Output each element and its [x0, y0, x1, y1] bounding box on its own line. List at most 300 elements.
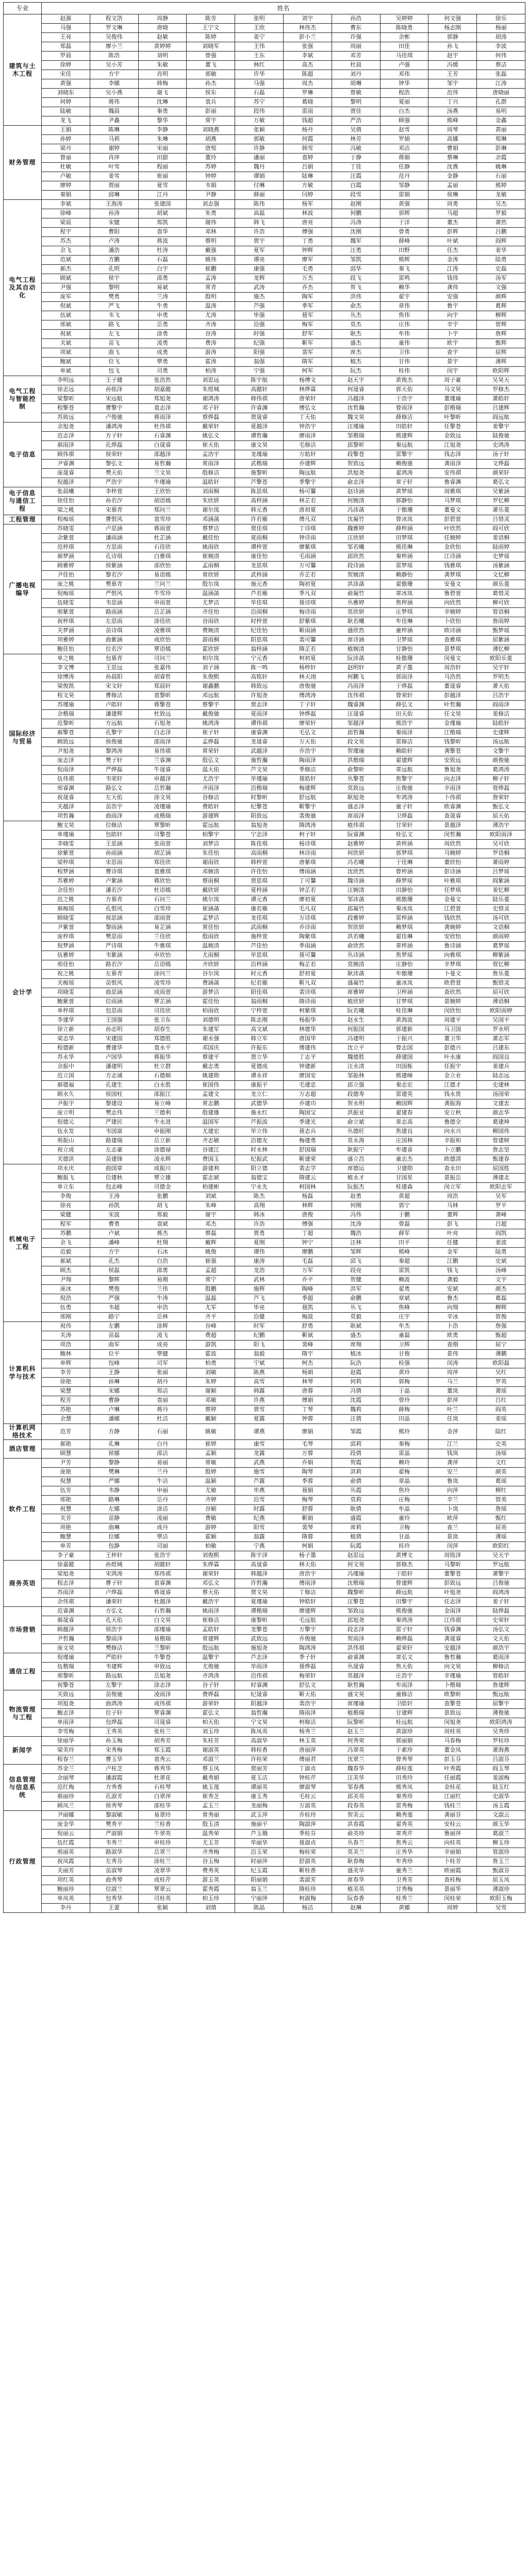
name-cell: 纪强 [235, 339, 284, 348]
name-cell: 林伟杰 [283, 24, 332, 33]
name-cell: 左鹏 [90, 1322, 138, 1331]
name-cell: 倪丽云 [42, 1829, 90, 1839]
name-cell: 王思远 [90, 664, 138, 673]
name-cell: 焦玲 [380, 1486, 428, 1496]
name-cell: 卢紫涵 [90, 877, 138, 886]
name-cell: 颜杰 [477, 1285, 525, 1294]
table-row [4, 1635, 525, 1644]
name-cell: 许佳怡 [235, 868, 284, 877]
name-cell: 舒远航 [283, 793, 332, 803]
name-cell: 刘倩 [187, 1904, 235, 1913]
name-cell: 王思涵 [90, 840, 138, 849]
name-cell: 廖鹏 [283, 1248, 332, 1257]
name-cell: 桂强 [380, 1359, 428, 1368]
name-cell: 邵桂华 [138, 1802, 187, 1811]
name-cell: 叶斌 [428, 237, 477, 246]
name-cell: 卢思涵 [90, 524, 138, 534]
name-cell: 吕俊驰 [477, 1579, 525, 1588]
name-cell: 宋秀梅 [90, 1746, 138, 1755]
name-cell: 贾丽 [90, 181, 138, 191]
name-cell: 葛建坤 [477, 1118, 525, 1127]
name-cell: 叶哲瀚 [428, 701, 477, 710]
name-cell: 顾雅婷 [42, 562, 90, 571]
name-cell: 曾玲 [380, 1396, 428, 1405]
name-cell: 景梦琪 [428, 645, 477, 654]
name-cell: 关斌 [42, 339, 90, 348]
name-cell: 费婉清 [187, 626, 235, 636]
table-header [4, 3, 525, 14]
name-cell: 韩梓萱 [235, 858, 284, 868]
name-cell: 黄超 [380, 1192, 428, 1201]
name-cell: 苗飞 [90, 339, 138, 348]
name-cell: 霍弘文 [187, 1709, 235, 1718]
name-cell: 侯紫涵 [90, 562, 138, 571]
name-cell: 谷修洁 [187, 793, 235, 803]
name-cell: 任梦琪 [428, 886, 477, 895]
name-cell: 苏金兰 [42, 1765, 90, 1774]
table-row [4, 1820, 525, 1829]
name-cell: 卢涛 [90, 237, 138, 246]
name-cell: 尤雨桐 [187, 951, 235, 960]
name-cell: 莫致远 [332, 784, 380, 793]
name-cell: 樊俊 [90, 1285, 138, 1294]
name-cell: 黎弘文 [90, 460, 138, 469]
name-cell: 甘伟 [380, 358, 428, 367]
name-cell: 孙杰 [187, 79, 235, 89]
name-cell: 易语嫣 [138, 571, 187, 580]
name-cell: 姜擎宇 [477, 422, 525, 432]
name-cell: 罗永明 [477, 1025, 525, 1035]
name-cell: 任静 [380, 163, 428, 172]
name-cell: 贺永明 [332, 1099, 380, 1109]
name-cell: 武梓涵 [235, 571, 284, 580]
name-cell: 耿旭尧 [332, 793, 380, 803]
name-cell: 李明远 [42, 376, 90, 385]
name-cell: 梁梓琪 [42, 858, 90, 868]
name-cell: 罗修杰 [477, 385, 525, 395]
name-cell: 姚雨泽 [187, 1607, 235, 1616]
name-cell: 季桂芬 [283, 1829, 332, 1839]
name-cell: 程芳 [42, 1396, 90, 1405]
name-cell: 方宇 [90, 70, 138, 79]
name-cell: 管忆柳 [477, 960, 525, 970]
name-cell: 庞晟睿 [42, 469, 90, 478]
name-cell: 左慕青 [90, 970, 138, 979]
name-cell: 舒初夏 [283, 970, 332, 979]
name-cell: 袁兵 [187, 98, 235, 107]
name-cell: 隋桂珍 [283, 1885, 332, 1894]
name-cell: 甘建辉 [380, 1709, 428, 1718]
name-cell: 曾强 [187, 52, 235, 61]
name-cell: 游荣轩 [187, 1700, 235, 1709]
name-cell: 薛峰 [380, 237, 428, 246]
name-cell: 常秀丽 [187, 1811, 235, 1820]
name-cell: 席春华 [332, 1876, 380, 1885]
name-cell: 梅荣轩 [283, 1672, 332, 1681]
name-cell: 鲁碧萱 [428, 589, 477, 599]
name-cell: 邹静 [380, 181, 428, 191]
name-cell: 霍秀霞 [187, 1885, 235, 1894]
name-cell: 阳立德 [235, 1164, 284, 1174]
name-cell: 侯宇 [90, 274, 138, 283]
name-cell: 钱欣然 [428, 914, 477, 923]
name-cell: 段雅婷 [332, 914, 380, 923]
name-cell: 戴强 [187, 246, 235, 256]
name-cell: 黄玲 [380, 1368, 428, 1378]
name-cell: 邹辉 [332, 1248, 380, 1257]
name-cell: 方弘文 [90, 1607, 138, 1616]
name-cell: 沈燕 [428, 163, 477, 172]
name-cell: 孔建生 [90, 1081, 138, 1090]
name-cell: 项红英 [42, 1876, 90, 1885]
name-cell: 施黎昕 [235, 469, 284, 478]
name-cell: 江诗涵 [428, 552, 477, 562]
name-cell: 范立国 [42, 1072, 90, 1081]
name-cell: 严浩 [332, 116, 380, 126]
table-row [4, 766, 525, 775]
name-cell: 植欣妍 [332, 997, 380, 1007]
name-cell: 郝杰 [42, 265, 90, 274]
name-cell: 陈志刚 [235, 1016, 284, 1025]
name-cell: 姜淑梅 [477, 1774, 525, 1783]
name-cell: 尹睿渊 [42, 460, 90, 469]
name-cell: 霍波 [187, 1350, 235, 1359]
name-cell: 梅建勇 [283, 1137, 332, 1146]
name-cell: 段倩 [332, 1449, 380, 1459]
name-cell: 黎鸿涛 [90, 747, 138, 756]
name-cell: 黄梦瑶 [380, 487, 428, 497]
name-cell: 段文昊 [332, 738, 380, 747]
name-cell: 颜志华 [477, 1109, 525, 1118]
name-cell: 尹哲瀚 [42, 1635, 90, 1644]
name-cell: 常青 [187, 283, 235, 293]
name-cell: 李波 [477, 42, 525, 52]
name-cell: 谭亮 [235, 256, 284, 265]
name-cell: 郭梅 [380, 1378, 428, 1387]
name-cell: 辛丽娟 [428, 1848, 477, 1857]
name-cell: 沈楷瑞 [332, 1579, 380, 1588]
name-cell: 毕强 [235, 311, 284, 320]
name-cell: 倪瑾瑜 [42, 1653, 90, 1663]
name-cell: 管建树 [477, 1137, 525, 1146]
name-cell: 沈凝竹 [332, 515, 380, 524]
name-cell: 庞文昊 [42, 1644, 90, 1653]
name-cell: 萧皓轩 [477, 395, 525, 404]
name-cell: 徐艳 [42, 1378, 90, 1387]
name-cell: 纪若雁 [235, 979, 284, 988]
name-cell: 余佳怡 [42, 886, 90, 895]
table-row [4, 747, 525, 756]
name-cell: 翟宇 [380, 293, 428, 302]
name-cell: 贾佳琪 [235, 524, 284, 534]
table-row [4, 1257, 525, 1266]
table-row [4, 673, 525, 682]
name-cell: 殷修洁 [187, 469, 235, 478]
name-cell: 刘宇 [283, 14, 332, 24]
name-cell: 谷子轩 [187, 1681, 235, 1690]
name-cell: 吕浩宇 [477, 691, 525, 701]
name-cell: 薄浩宇 [477, 821, 525, 831]
name-cell: 谭伟祺 [235, 719, 284, 728]
name-cell: 桂伟 [380, 367, 428, 376]
name-cell: 俞杰 [332, 302, 380, 311]
name-cell: 祝晟睿 [42, 793, 90, 803]
name-cell: 汤弘文 [477, 1625, 525, 1635]
table-row [4, 877, 525, 886]
name-cell: 赖俊驰 [380, 460, 428, 469]
name-cell: 郝德福 [42, 1081, 90, 1090]
name-cell: 赖波 [380, 1276, 428, 1285]
name-cell: 邢睿渊 [42, 784, 90, 793]
name-cell: 黎雨泽 [90, 1635, 138, 1644]
name-cell: 向文昊 [428, 1663, 477, 1672]
name-cell: 贾志泽 [235, 701, 284, 710]
table-row [4, 330, 525, 339]
name-cell: 田野 [380, 246, 428, 256]
name-cell: 郝痴瑶 [42, 905, 90, 914]
name-cell: 郭敏 [187, 70, 235, 79]
name-cell: 管烨磊 [477, 784, 525, 793]
name-cell: 郭辉 [380, 209, 428, 218]
name-cell: 秦志宏 [380, 1081, 428, 1090]
name-cell: 冯瑾瑜 [332, 1570, 380, 1579]
name-cell: 宋远航 [90, 395, 138, 404]
name-cell: 翁德宝 [235, 1174, 284, 1183]
name-cell: 杨梓轩 [283, 664, 332, 673]
name-cell: 陈佳琪 [235, 840, 284, 849]
table-row [4, 1737, 525, 1746]
name-cell: 彭越泽 [428, 691, 477, 701]
name-cell: 姜子轩 [477, 1598, 525, 1607]
name-cell: 雷雨 [283, 107, 332, 116]
table-row [4, 506, 525, 515]
name-cell: 苏晓雯 [42, 524, 90, 534]
name-cell: 安斌 [428, 1285, 477, 1294]
name-cell: 靳凡双 [283, 979, 332, 988]
name-cell: 阎凯 [477, 1229, 525, 1239]
name-cell: 马浩然 [428, 673, 477, 682]
name-cell: 夏丽 [380, 98, 428, 107]
name-cell: 黎静 [90, 1459, 138, 1468]
name-cell: 牟杰 [380, 1322, 428, 1331]
name-cell: 倪越泽 [42, 478, 90, 487]
name-cell: 靳桂香 [283, 1867, 332, 1876]
name-cell: 位淑兰 [90, 1885, 138, 1894]
name-cell: 倪痴瑶 [42, 589, 90, 599]
name-cell: 钟建新 [283, 1062, 332, 1072]
name-cell: 苗恨风 [90, 979, 138, 988]
table-row [4, 1885, 525, 1894]
name-cell: 洪伟 [332, 293, 380, 302]
table-row [4, 1072, 525, 1081]
name-cell: 司德金 [138, 1183, 187, 1192]
name-cell: 龚婉婷 [428, 923, 477, 933]
name-cell: 苏艳 [42, 1405, 90, 1415]
name-cell: 侯琳 [428, 191, 477, 200]
name-cell: 单雨泽 [42, 1718, 90, 1727]
name-cell: 周婷 [428, 1904, 477, 1913]
name-cell: 徐丽华 [42, 1737, 90, 1746]
name-cell: 许浩 [235, 228, 284, 237]
name-cell: 何文强 [428, 14, 477, 24]
name-cell: 齐鸿涛 [187, 1672, 235, 1681]
name-cell: 薛梦瑶 [380, 877, 428, 886]
table-row [4, 1579, 525, 1588]
name-cell: 文语桐 [477, 923, 525, 933]
name-cell: 位飞 [90, 358, 138, 367]
name-cell: 何振国 [332, 1025, 380, 1035]
name-cell: 庞立明 [42, 1109, 90, 1118]
table-row [4, 1857, 525, 1867]
name-cell: 孟建文 [187, 1090, 235, 1099]
name-cell: 翟建辉 [380, 756, 428, 766]
name-cell: 雷修洁 [380, 738, 428, 747]
table-row [4, 1303, 525, 1313]
name-cell: 江碧萱 [428, 905, 477, 914]
name-cell: 康文昊 [235, 441, 284, 450]
name-cell: 洪若曦 [332, 933, 380, 942]
name-cell: 郝艳 [42, 1440, 90, 1449]
name-cell: 万擎宇 [283, 1625, 332, 1635]
name-cell: 朱俊熙 [187, 673, 235, 682]
name-cell: 鲍斌 [42, 358, 90, 367]
name-cell: 景致远 [428, 1709, 477, 1718]
name-cell: 范黎昕 [42, 719, 90, 728]
name-cell: 乔杰 [283, 283, 332, 293]
name-cell: 张磊 [477, 70, 525, 79]
name-cell: 汪婉清 [332, 886, 380, 895]
major-cell: 酒店管理 [4, 1440, 42, 1459]
name-cell: 葛淑兰 [477, 1829, 525, 1839]
name-cell: 冯若曦 [332, 858, 380, 868]
name-cell: 康涛 [235, 1257, 284, 1266]
table-row [4, 1542, 525, 1551]
table-row [4, 116, 525, 126]
name-cell: 周建平 [428, 1016, 477, 1025]
name-cell: 卢桂芝 [90, 1765, 138, 1774]
table-row [4, 1746, 525, 1755]
name-cell: 姚俊 [187, 1248, 235, 1257]
name-cell: 黄婷婷 [138, 42, 187, 52]
name-cell: 高雪 [235, 1378, 284, 1387]
name-cell: 罗晨 [42, 52, 90, 61]
name-cell: 贾宇 [235, 237, 284, 246]
name-cell: 邱琳 [90, 191, 138, 200]
name-cell: 卢琳 [90, 1405, 138, 1415]
name-cell: 柯初夏 [283, 654, 332, 664]
name-cell: 庄浩宇 [380, 1672, 428, 1681]
table-row [4, 181, 525, 191]
name-cell: 梁志华 [42, 1035, 90, 1044]
name-cell: 丁可馨 [283, 877, 332, 886]
name-cell: 邵雨泽 [138, 738, 187, 747]
name-cell: 孟玉兰 [187, 1802, 235, 1811]
name-cell: 邱美英 [332, 1792, 380, 1802]
name-cell: 章远航 [380, 766, 428, 775]
name-cell: 辛瑾瑜 [428, 1672, 477, 1681]
name-cell: 柏尔岚 [187, 654, 235, 664]
name-cell: 李静 [138, 126, 187, 135]
name-cell: 石德顺 [138, 1072, 187, 1081]
name-cell: 罗英 [477, 1378, 525, 1387]
name-cell: 万皓轩 [283, 450, 332, 460]
name-cell: 焦伟 [380, 311, 428, 320]
name-cell: 桂远航 [380, 1718, 428, 1727]
name-cell: 薛桂莲 [380, 1765, 428, 1774]
name-cell: 梁健 [42, 1211, 90, 1220]
name-cell: 蔡擎宇 [187, 701, 235, 710]
name-cell: 查晟睿 [428, 812, 477, 821]
name-cell: 唐亮 [283, 218, 332, 228]
table-row [4, 1424, 525, 1440]
name-cell: 鲁旭尧 [428, 766, 477, 775]
name-cell: 庞军 [42, 293, 90, 302]
name-cell: 宁永先 [235, 1183, 284, 1192]
name-cell: 阮睿渊 [332, 831, 380, 840]
name-cell: 韩越泽 [235, 1570, 284, 1579]
name-cell: 姚玉莲 [187, 1783, 235, 1792]
name-cell: 秦梓涵 [380, 552, 428, 562]
table-row [4, 1672, 525, 1681]
name-cell: 丁诗琪 [283, 524, 332, 534]
name-cell: 杜伟祺 [138, 422, 187, 432]
name-cell: 沿楷瑞 [235, 784, 284, 793]
name-cell: 董岚 [428, 1387, 477, 1396]
name-cell: 涂佳欣 [138, 617, 187, 626]
name-cell: 钱雅琪 [428, 562, 477, 571]
major-cell: 电子信息 [4, 422, 42, 487]
name-cell: 包静 [90, 1542, 138, 1551]
name-cell: 付琳 [235, 181, 284, 191]
name-cell: 焦建良 [380, 1127, 428, 1137]
name-cell: 余霞 [477, 154, 525, 163]
table-row [4, 1229, 525, 1239]
name-cell: 廖雨泽 [283, 432, 332, 441]
name-cell: 鲁宇 [428, 302, 477, 311]
name-cell: 詹强 [477, 1322, 525, 1331]
name-cell: 肖明 [138, 70, 187, 79]
name-cell: 卜浩 [428, 1322, 477, 1331]
name-cell: 申雨萱 [138, 599, 187, 608]
name-cell: 柳辉 [477, 1303, 525, 1313]
name-cell: 覃洁 [138, 1533, 187, 1542]
name-cell: 梅波 [283, 1313, 332, 1322]
table-row [4, 1387, 525, 1396]
table-row [4, 1765, 525, 1774]
name-cell: 吴倩 [332, 126, 380, 135]
name-cell: 安欣怡 [428, 933, 477, 942]
name-cell: 戴颖 [187, 1415, 235, 1424]
name-cell: 金致远 [428, 432, 477, 441]
name-cell: 范斌 [42, 256, 90, 265]
name-cell: 朱婷 [187, 1378, 235, 1387]
name-cell: 施丽平 [235, 1820, 284, 1829]
name-cell: 万志超 [283, 1090, 332, 1099]
name-cell: 查刚 [428, 1341, 477, 1350]
name-cell: 沈琳 [138, 98, 187, 107]
table-row [4, 1690, 525, 1700]
name-cell: 姜宁 [235, 33, 284, 42]
name-cell: 朱勇 [187, 209, 235, 218]
name-cell: 苗浩宇 [90, 803, 138, 812]
name-cell: 辛婉婷 [428, 608, 477, 617]
name-cell: 郑问兰 [138, 506, 187, 515]
table-row [4, 256, 525, 265]
name-cell: 卜伟祺 [428, 793, 477, 803]
table-row [4, 886, 525, 895]
name-cell: 汪美华 [332, 1774, 380, 1783]
name-cell: 牛翠英 [138, 1829, 187, 1839]
